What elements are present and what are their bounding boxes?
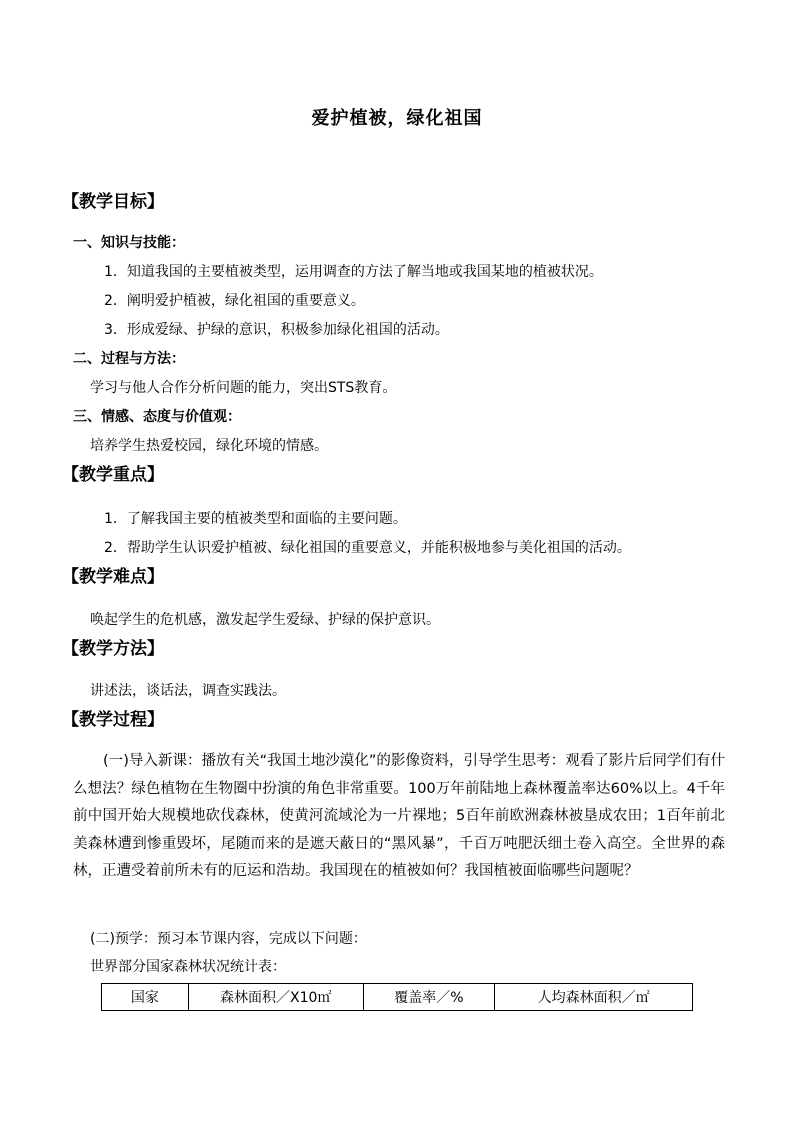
page-title: 爱护植被，绿化祖国 [311,108,483,129]
forest-stats-table [101,983,693,1011]
process-method-text: 学习与他人合作分析问题的能力，突出STS教育。 [90,380,397,396]
emotion-text: 培养学生热爱校园，绿化环境的情感。 [90,438,328,454]
table-header-country: 国家 [102,984,189,1011]
intro-paragraph: (一)导入新课：播放有关“我国土地沙漠化”的影像资料，引导学生思考：观看了影片后同学们有什么想法？绿色植物在生物圈中扮演的角色非常重要。100万年前陆地上森林覆盖率达60%以上。4千年前中国开始大规模地砍伐森林，使黄河流域沦为一片裸地；5百年前欧洲森林被垦成农田；1百年前北美森林遭到惨重毁坏，尾随而来的是遮天蔽日的“黑风暴”，千百万吨肥沃细土卷入高空。全世界的森林，正遭受着前所未有的厄运和浩劫。我国现在的植被如何？我国植被面临哪些问题呢？ [73,753,725,880]
methods-heading: 【教学方法】 [62,639,164,659]
table-caption: 世界部分国家森林状况统计表： [90,959,286,975]
keypoint-item-1: 1．了解我国主要的植被类型和面临的主要问题。 [104,511,407,527]
knowledge-item-3: 3．形成爱绿、护绿的意识，积极参加绿化祖国的活动。 [104,322,449,338]
knowledge-item-1: 1．知道我国的主要植被类型，运用调查的方法了解当地或我国某地的植被状况。 [104,264,603,280]
difficulties-heading: 【教学难点】 [62,567,164,587]
table-header-per-capita: 人均森林面积／㎡ [495,984,693,1011]
table-header-row [102,984,693,1011]
difficulties-text: 唤起学生的危机感，激发起学生爱绿、护绿的保护意识。 [90,612,440,628]
keypoints-heading: 【教学重点】 [62,465,164,485]
process-heading: 【教学过程】 [62,710,164,730]
objectives-heading: 【教学目标】 [62,192,164,212]
methods-text: 讲述法，谈话法，调查实践法。 [90,683,286,699]
table-header-coverage: 覆盖率／% [363,984,495,1011]
table-header-forest-area: 森林面积／X10㎡ [188,984,363,1011]
emotion-heading: 三、情感、态度与价值观： [73,409,241,425]
keypoint-item-2: 2．帮助学生认识爱护植被、绿化祖国的重要意义，并能积极地参与美化祖国的活动。 [104,540,631,556]
process-method-heading: 二、过程与方法： [73,351,185,367]
knowledge-item-2: 2．阐明爱护植被，绿化祖国的重要意义。 [104,293,365,309]
preview-text: (二)预学：预习本节课内容，完成以下问题： [90,931,367,947]
knowledge-heading: 一、知识与技能： [73,235,185,251]
